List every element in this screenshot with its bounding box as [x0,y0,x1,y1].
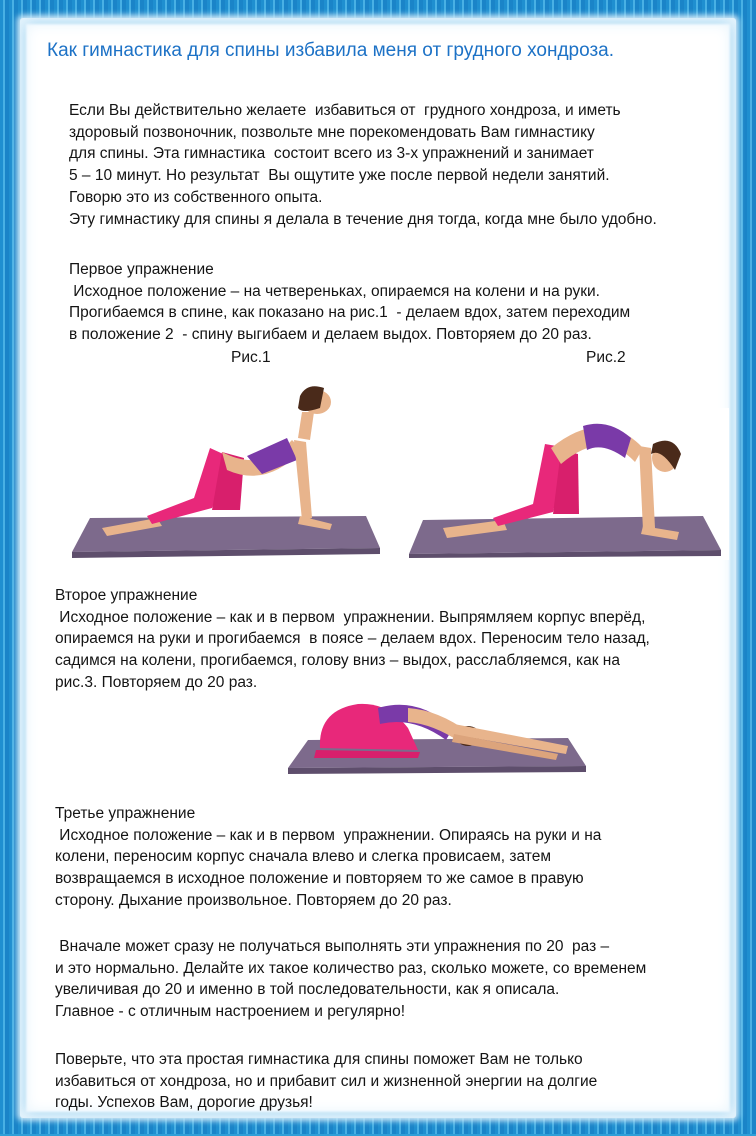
text-line: здоровый позвоночник, позвольте мне порекомендовать Вам гимнастику [69,123,595,141]
text-line: сторону. Дыхание произвольное. Повторяем до 20 раз. [55,891,452,909]
text-line: колени, переносим корпус сначала влево и слегка провисаем, затем [55,848,551,866]
text-line: Прогибаемся в спине, как показано на рис.1 - делаем вдох, затем переходим [69,304,631,322]
text-line: Поверьте, что эта простая гимнастика для спины поможет Вам не только [55,1050,583,1068]
advice-paragraph [55,914,646,1045]
figure-1-image [62,378,389,562]
page-title: Как гимнастика для спины избавила меня от грудного хондроза. [47,40,615,61]
text-line: Вначале может сразу не получаться выполнять эти упражнения по 20 раз – [55,937,610,955]
exercise-1-section [69,237,630,368]
text-line: опираемся на руки и прогибаемся в поясе – делаем вдох. Переносим тело назад, [55,630,650,648]
figure-1-caption: Рис.1 [231,349,271,366]
text-line: 5 – 10 минут. Но результат Вы ощутите уже после первой недели занятий. [69,167,610,185]
figure-2-image [403,408,729,560]
text-line: садимся на колени, прогибаемся, голову вниз – выдох, расслабляемся, как на [55,652,620,670]
text-line: Если Вы действительно желаете избавиться от грудного хондроза, и иметь [69,101,621,119]
text-line: Эту гимнастику для спины я делала в течение дня тогда, когда мне было удобно. [69,210,657,228]
closing-paragraph [55,1027,597,1136]
exercise-1-heading: Первое упражнение [69,260,214,278]
intro-paragraph [69,78,657,252]
figure-3-image [268,688,596,778]
text-line: избавиться от хондроза, но и прибавит сил и жизненной энергии на долгие [55,1072,598,1090]
figure-2-caption: Рис.2 [586,349,626,366]
exercise-3-section [55,781,601,934]
text-line: в положение 2 - спину выгибаем и делаем выдох. Повторяем до 20 раз. [69,326,592,344]
exercise-3-heading: Третье упражнение [55,804,196,822]
text-line: для спины. Эта гимнастика состоит всего из 3-х упражнений и занимает [69,145,594,163]
text-line: Исходное положение – на четвереньках, опираемся на колени и на руки. [69,282,600,300]
text-line: рис.3. Повторяем до 20 раз. [55,673,258,691]
text-line: Главное - с отличным настроением и регулярно! [55,1003,406,1021]
text-line: возвращаемся в исходное положение и повторяем то же самое в правую [55,870,584,888]
text-line: Говорю это из собственного опыта. [69,188,323,206]
text-line: увеличивая до 20 и именно в той последовательности, как я описала. [55,981,560,999]
text-line: Исходное положение – как и в первом упражнении. Выпрямляем корпус вперёд, [55,608,646,626]
text-line: и это нормально. Делайте их такое количество раз, сколько можете, со временем [55,959,647,977]
exercise-2-heading: Второе упражнение [55,586,198,604]
text-line: годы. Успехов Вам, дорогие друзья! [55,1094,313,1112]
text-line: Исходное положение – как и в первом упражнении. Опираясь на руки и на [55,826,602,844]
